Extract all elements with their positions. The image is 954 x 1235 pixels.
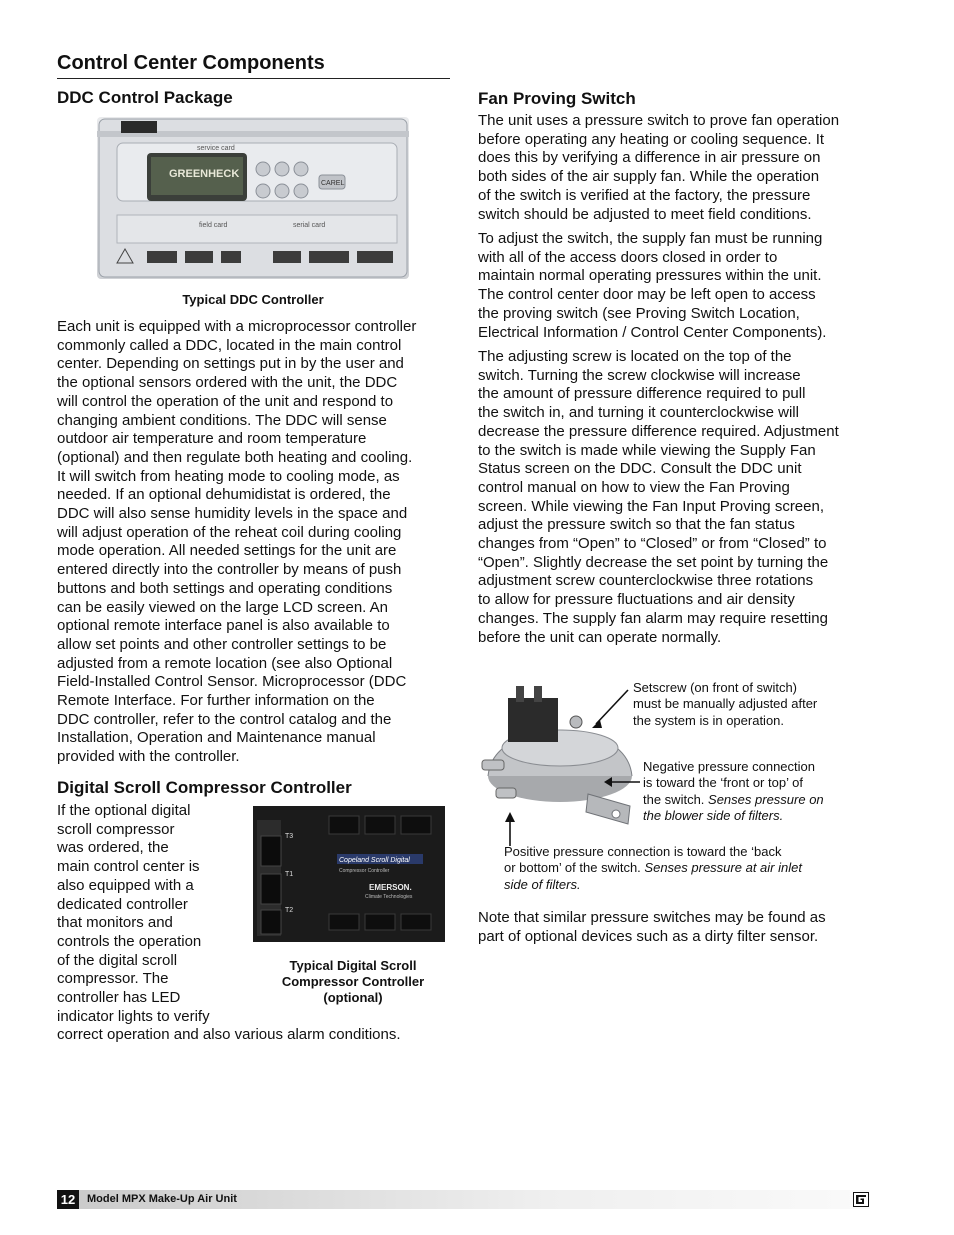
text-line: buttons and both settings and operating conditions <box>57 579 393 597</box>
text-line: scroll compressor <box>57 820 175 838</box>
text-line: before the unit can operate normally. <box>478 628 722 646</box>
note-paragraph <box>478 909 878 946</box>
callout-line: must be manually adjusted after <box>633 696 818 712</box>
callout-line: Setscrew (on front of switch) <box>633 680 797 695</box>
setscrew-callout <box>633 680 863 729</box>
scroll-caption <box>253 958 453 1006</box>
callout-line <box>504 877 864 893</box>
ddc-description <box>57 318 457 767</box>
text-line: If the optional digital <box>57 802 191 819</box>
callout-text: the switch. <box>643 791 709 807</box>
text-line: to allow for pressure fluctuations and air density <box>478 591 795 609</box>
text-line: of the switch is verified at the factory, the pressure <box>478 186 811 204</box>
text-line: the proving switch (see Proving Switch Location, <box>478 304 800 322</box>
pressure-switch-illustration <box>478 676 643 846</box>
text-line: changing ambient conditions. The DDC will sense <box>57 411 387 429</box>
ddc-heading: DDC Control Package <box>57 88 233 107</box>
product-sub-label: Compressor Controller <box>339 868 390 874</box>
text-line: screen. While viewing the Fan Input Proving screen, <box>478 497 825 515</box>
text-line: mode operation. All needed settings for the unit are <box>57 542 397 560</box>
text-line: needed. If an optional dehumidistat is ordered, the <box>57 486 391 504</box>
text-line: decrease the pressure difference required. Adjustment <box>478 422 839 440</box>
fan-proving-heading: Fan Proving Switch <box>478 89 636 108</box>
t2-label: T2 <box>285 907 294 914</box>
text-line: switch. Turning the screw clockwise will increase <box>478 366 801 384</box>
text-line: DDC controller, refer to the control catalog and the <box>57 710 392 728</box>
caption-line: Compressor Controller <box>281 974 425 989</box>
text-line: The control center door may be left open to access <box>478 286 816 304</box>
t3-label: T3 <box>285 833 294 840</box>
callout-italic: Senses pressure at air inlet <box>644 860 802 876</box>
text-line: Installation, Operation and Maintenance manual <box>57 729 376 747</box>
scroll-controller-photo <box>253 806 445 942</box>
greenheck-logo-icon <box>853 1192 869 1207</box>
text-line: commonly called a DDC, located in the main control <box>57 336 402 354</box>
text-line: adjusted from a remote location (see also Optional <box>57 654 393 672</box>
text-line: It will switch from heating mode to cooling mode, as <box>57 467 400 485</box>
scroll-controller-illustration <box>253 806 445 942</box>
text-line: provided with the controller. <box>57 748 240 766</box>
scroll-description <box>57 802 247 1026</box>
ddc-service-card-label: service card <box>197 145 235 152</box>
callout-italic: Senses pressure on <box>708 791 824 807</box>
text-line: switch should be adjusted to meet field conditions. <box>478 205 812 223</box>
text-line: will control the operation of the unit and respond to <box>57 392 394 410</box>
ddc-maker-label: CAREL <box>321 180 345 187</box>
callout-line <box>504 860 864 876</box>
ddc-controller-photo <box>97 117 409 279</box>
text-line: compressor. The <box>57 970 169 988</box>
text-line: to the switch is made while viewing the Supply Fan <box>478 441 816 459</box>
scroll-description-end: correct operation and also various alarm conditions. <box>57 1026 401 1043</box>
text-line: before operating any heating or cooling sequence. It <box>478 130 825 148</box>
text-line: Remote Interface. For further information on the <box>57 692 375 710</box>
callout-line <box>643 792 868 808</box>
callout-italic: side of filters. <box>504 876 581 892</box>
fan-proving-paragraph-2 <box>478 230 878 342</box>
text-line: the optional sensors ordered with the unit, the DDC <box>57 374 398 392</box>
caption-line: (optional) <box>323 990 383 1005</box>
text-line: optional remote interface panel is also available to <box>57 617 390 635</box>
text-line: Each unit is equipped with a microprocessor controller <box>57 318 417 335</box>
text-line: DDC will also sense humidity levels in the space and <box>57 505 408 523</box>
text-line: indicator lights to verify <box>57 1007 210 1025</box>
text-line: changes. The supply fan alarm may require resetting <box>478 609 828 627</box>
text-line: maintain normal operating pressures within the unit. <box>478 267 822 285</box>
text-line: entered directly into the controller by means of push <box>57 561 402 579</box>
callout-line: Negative pressure connection <box>643 759 815 774</box>
text-line: To adjust the switch, the supply fan must be running <box>478 230 823 247</box>
page-number: 12 <box>57 1190 79 1209</box>
text-line: the amount of pressure difference required to pull <box>478 385 806 403</box>
maker-sub-label: Climate Technologies <box>365 894 413 900</box>
text-line: dedicated controller <box>57 895 188 913</box>
negative-pressure-callout <box>643 759 868 824</box>
text-line: both sides of the air supply fan. While the operation <box>478 168 820 186</box>
callout-line: is toward the ‘front or top’ of <box>643 775 803 791</box>
text-line: adjust the pressure switch so that the fan status <box>478 516 795 534</box>
text-line: does this by verifying a difference in air pressure on <box>478 149 821 167</box>
footer-title: Model MPX Make-Up Air Unit <box>87 1193 237 1205</box>
text-line: can be easily viewed on the large LCD screen. An <box>57 598 389 616</box>
text-line: part of optional devices such as a dirty filter sensor. <box>478 927 819 945</box>
ddc-serial-card-label: serial card <box>293 222 326 229</box>
text-line: will adjust operation of the reheat coil during cooling <box>57 523 402 541</box>
text-line: Electrical Information / Control Center Components). <box>478 323 827 341</box>
text-line: the switch in, and turning it counterclockwise will <box>478 404 799 422</box>
text-line: of the digital scroll <box>57 951 178 969</box>
product-label: Copeland Scroll Digital <box>339 857 410 864</box>
text-line: center. Depending on settings put in by the user and <box>57 355 404 373</box>
text-line: Status screen on the DDC. Consult the DDC unit <box>478 460 802 478</box>
text-line: Field-Installed Control Sensor. Microprocessor (DDC <box>57 673 407 691</box>
text-line: also equipped with a <box>57 876 194 894</box>
text-line: adjustment screw counterclockwise three rotations <box>478 572 814 590</box>
callout-line: the system is in operation. <box>633 712 785 728</box>
callout-text: or bottom’ of the switch. <box>504 860 645 876</box>
text-line: outdoor air temperature and room temperature <box>57 430 367 448</box>
ddc-brand-label: GREENHECK <box>169 168 240 180</box>
positive-pressure-callout <box>504 844 864 893</box>
ddc-controller-illustration <box>97 117 409 279</box>
text-line: The adjusting screw is located on the top of the <box>478 348 792 365</box>
text-line: (optional) and then regulate both heating and cooling. <box>57 448 413 466</box>
text-line: was ordered, the <box>57 839 169 857</box>
caption-line: Typical Digital Scroll <box>289 958 417 973</box>
ddc-caption: Typical DDC Controller <box>182 292 324 307</box>
text-line: controller has LED <box>57 989 181 1007</box>
callout-line <box>643 808 868 824</box>
page-title: Control Center Components <box>57 52 450 79</box>
callout-line: Positive pressure connection is toward the ‘back <box>504 844 782 859</box>
text-line: changes from “Open” to “Closed” or from “Closed” to <box>478 535 827 553</box>
callout-italic: the blower side of filters. <box>643 807 784 823</box>
t1-label: T1 <box>285 871 294 878</box>
fan-proving-paragraph-1 <box>478 112 878 224</box>
text-line: with all of the access doors closed in order to <box>478 248 778 266</box>
maker-label: EMERSON. <box>369 883 412 892</box>
text-line: main control center is <box>57 858 200 876</box>
scroll-heading: Digital Scroll Compressor Controller <box>57 778 352 797</box>
text-line: The unit uses a pressure switch to prove fan operation <box>478 112 840 129</box>
text-line: allow set points and other controller settings to be <box>57 635 387 653</box>
text-line: Note that similar pressure switches may be found as <box>478 909 826 926</box>
ddc-field-card-label: field card <box>199 222 228 229</box>
text-line: “Open”. Slightly decrease the set point by turning the <box>478 553 829 571</box>
text-line: that monitors and <box>57 914 173 932</box>
text-line: controls the operation <box>57 932 202 950</box>
text-line: control manual on how to view the Fan Proving <box>478 478 790 496</box>
fan-proving-paragraph-3 <box>478 348 878 647</box>
